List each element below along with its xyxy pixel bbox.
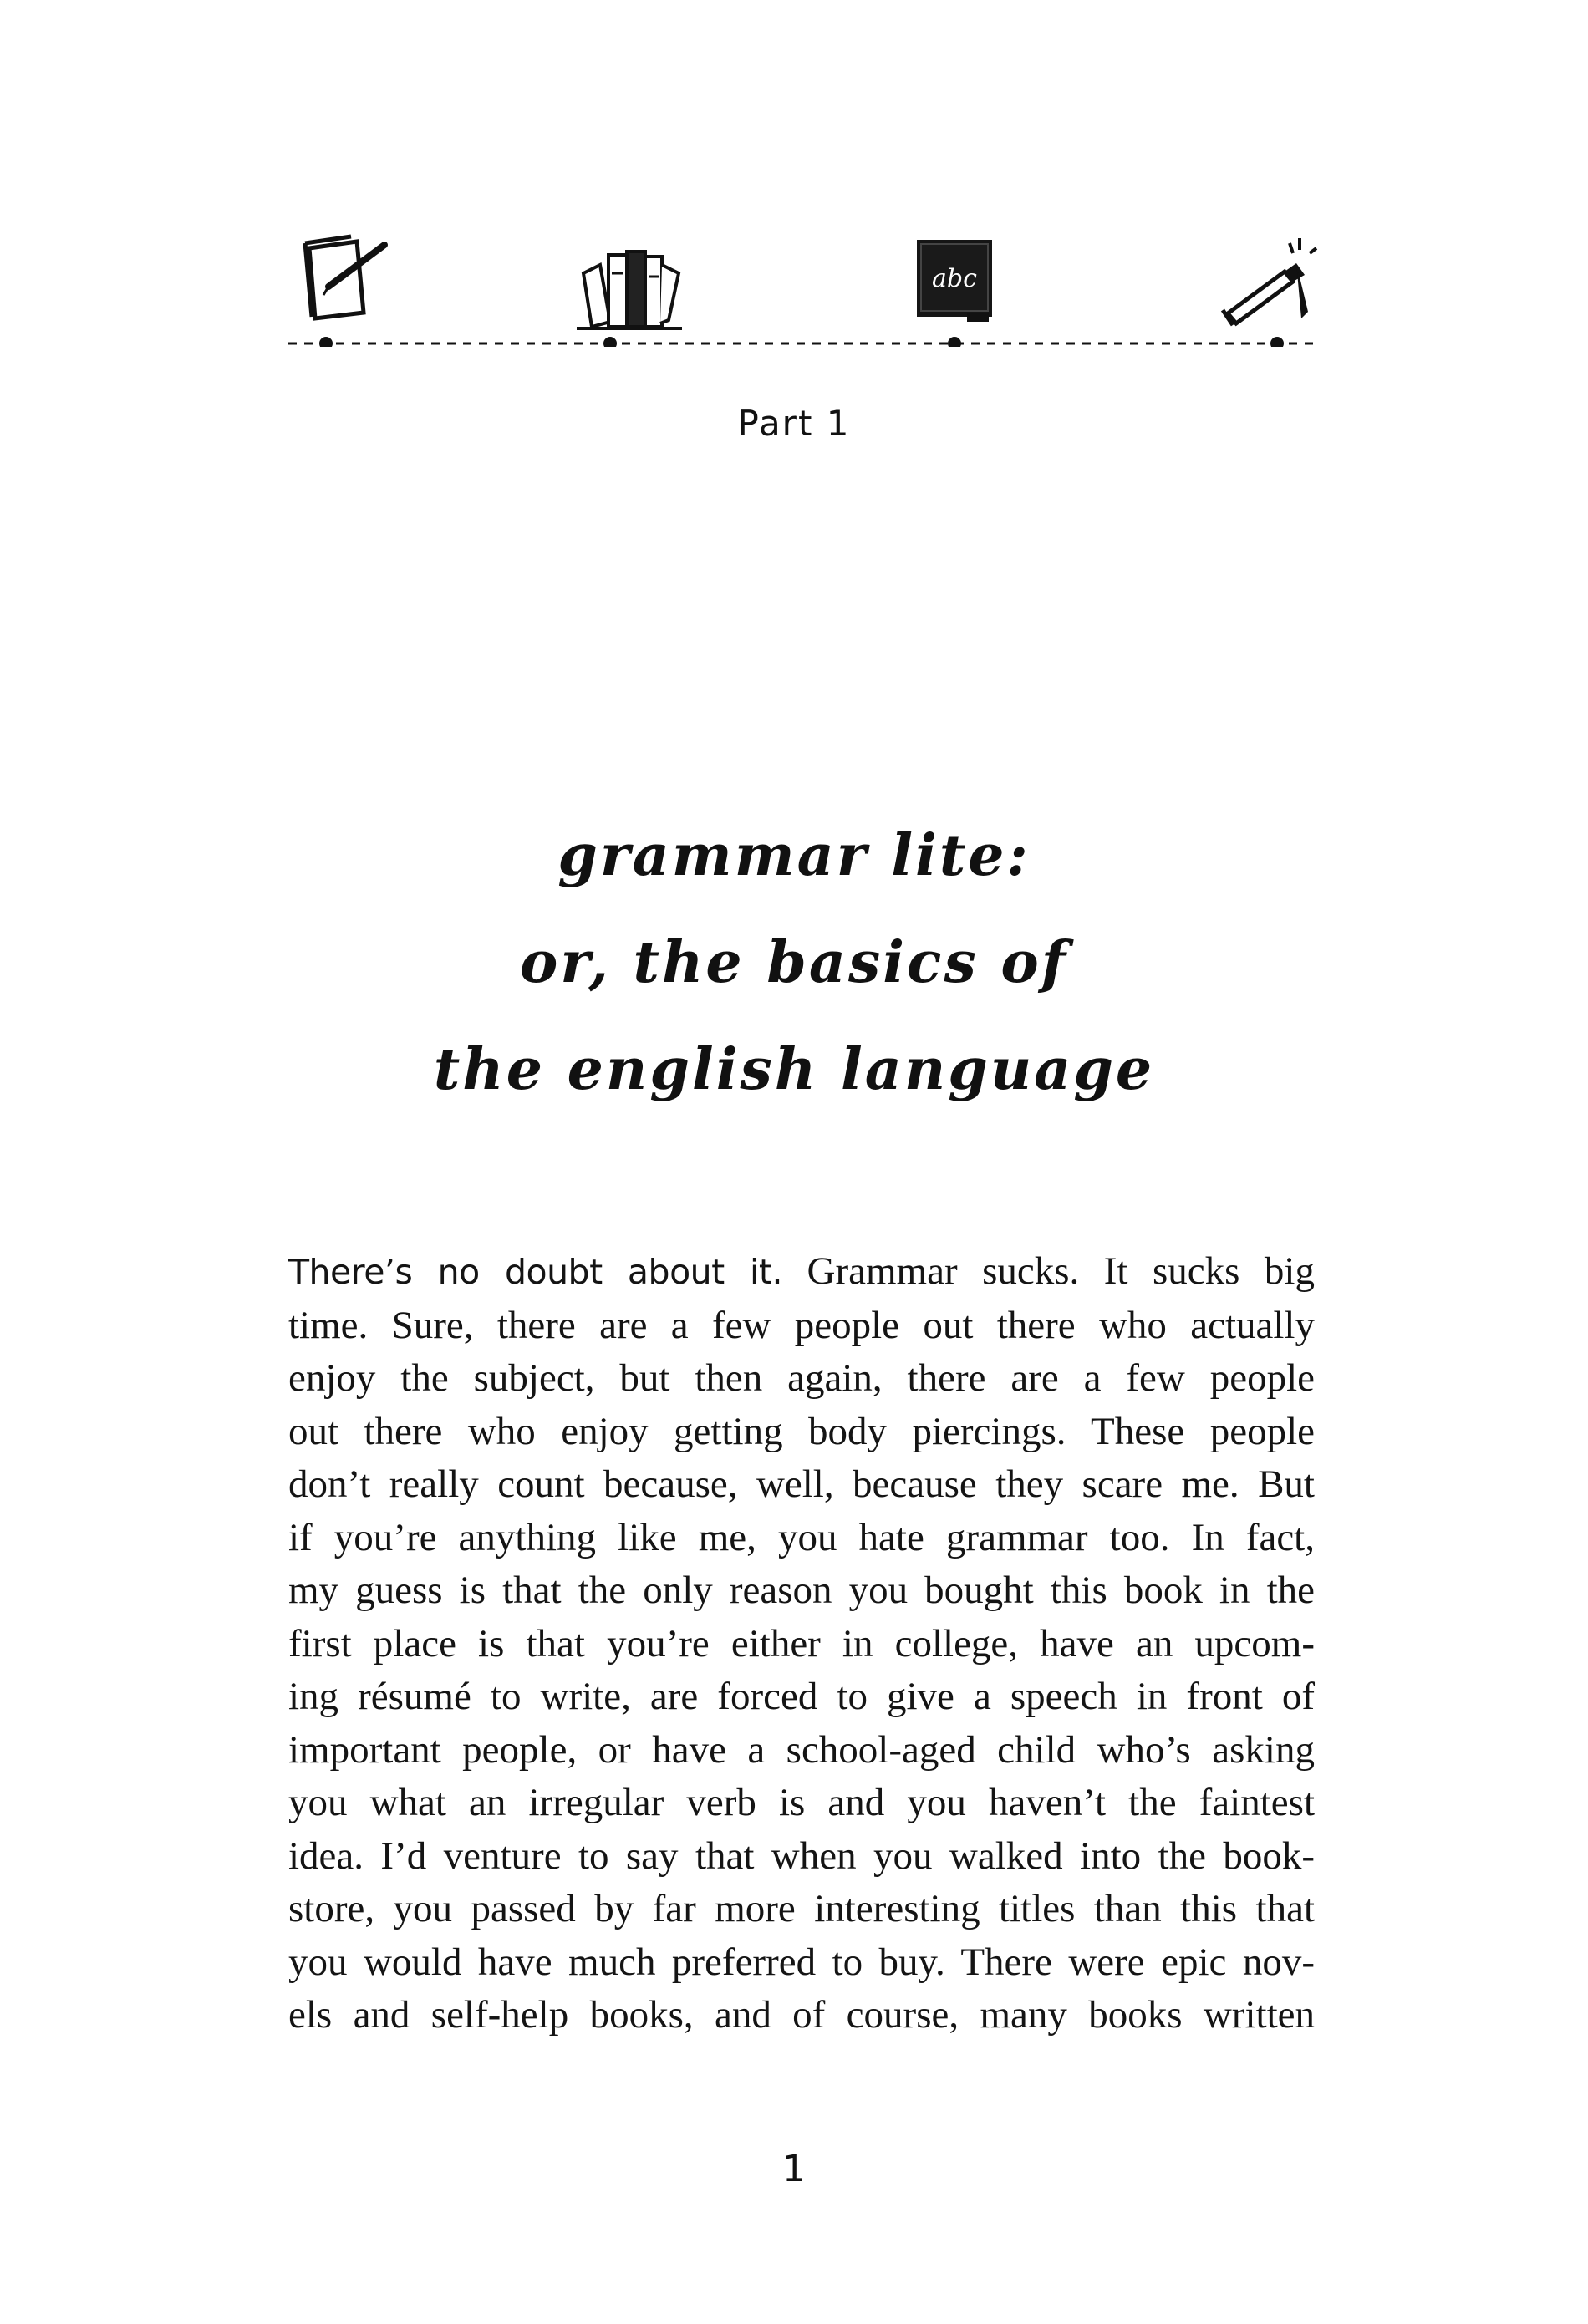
part-label: Part 1 xyxy=(737,403,851,444)
body-line: idea. I’d venture to say that when you walked into the book- xyxy=(288,1833,1315,1878)
notepad-pen-icon xyxy=(305,236,384,318)
body-line: don’t really count because, well, because they scare me. But xyxy=(288,1462,1315,1506)
body-line: my guess is that the only reason you bought this book in the xyxy=(288,1569,1315,1612)
body-line: out there who enjoy getting body piercings. These people xyxy=(288,1409,1315,1453)
body-line: you would have much preferred to buy. There were epic nov- xyxy=(288,1940,1315,1984)
lead-in: There’s no doubt about it. xyxy=(288,1252,783,1292)
chapter-title-line: grammar lite: xyxy=(557,822,1031,889)
body-line: time. Sure, there are a few people out there who actually xyxy=(288,1303,1315,1347)
chapter-title xyxy=(251,802,1337,1123)
chapter-title-line: the english language xyxy=(433,1036,1155,1103)
body-line: important people, or have a school-aged child who’s asking xyxy=(288,1727,1315,1772)
body-line: you what an irregular verb is and you haven’t the faintest xyxy=(288,1781,1315,1824)
page-number: 1 xyxy=(782,2148,806,2190)
body-line: store, you passed by far more interesting titles than this that xyxy=(288,1887,1315,1930)
body-line: There’s no doubt about it. Grammar sucks. It sucks big xyxy=(288,1249,1315,1293)
body-line: ing résumé to write, are forced to give a speech in front of xyxy=(288,1675,1315,1718)
body-paragraph xyxy=(288,1245,1315,2042)
svg-text:abc: abc xyxy=(932,264,977,293)
chalkboard-abc-icon xyxy=(917,240,992,322)
body-line: els and self-help books, and of course, many books written xyxy=(288,1993,1315,2037)
body-line: first place is that you’re either in college, have an upcom- xyxy=(288,1621,1315,1665)
books-icon xyxy=(577,252,682,328)
chapter-title-line: or, the basics of xyxy=(519,929,1069,996)
pencil-icon xyxy=(1223,238,1316,325)
header-icon-strip xyxy=(288,221,1321,347)
body-line: enjoy the subject, but then again, there are a few people xyxy=(288,1356,1315,1400)
body-line: if you’re anything like me, you hate grammar too. In fact, xyxy=(288,1515,1315,1559)
